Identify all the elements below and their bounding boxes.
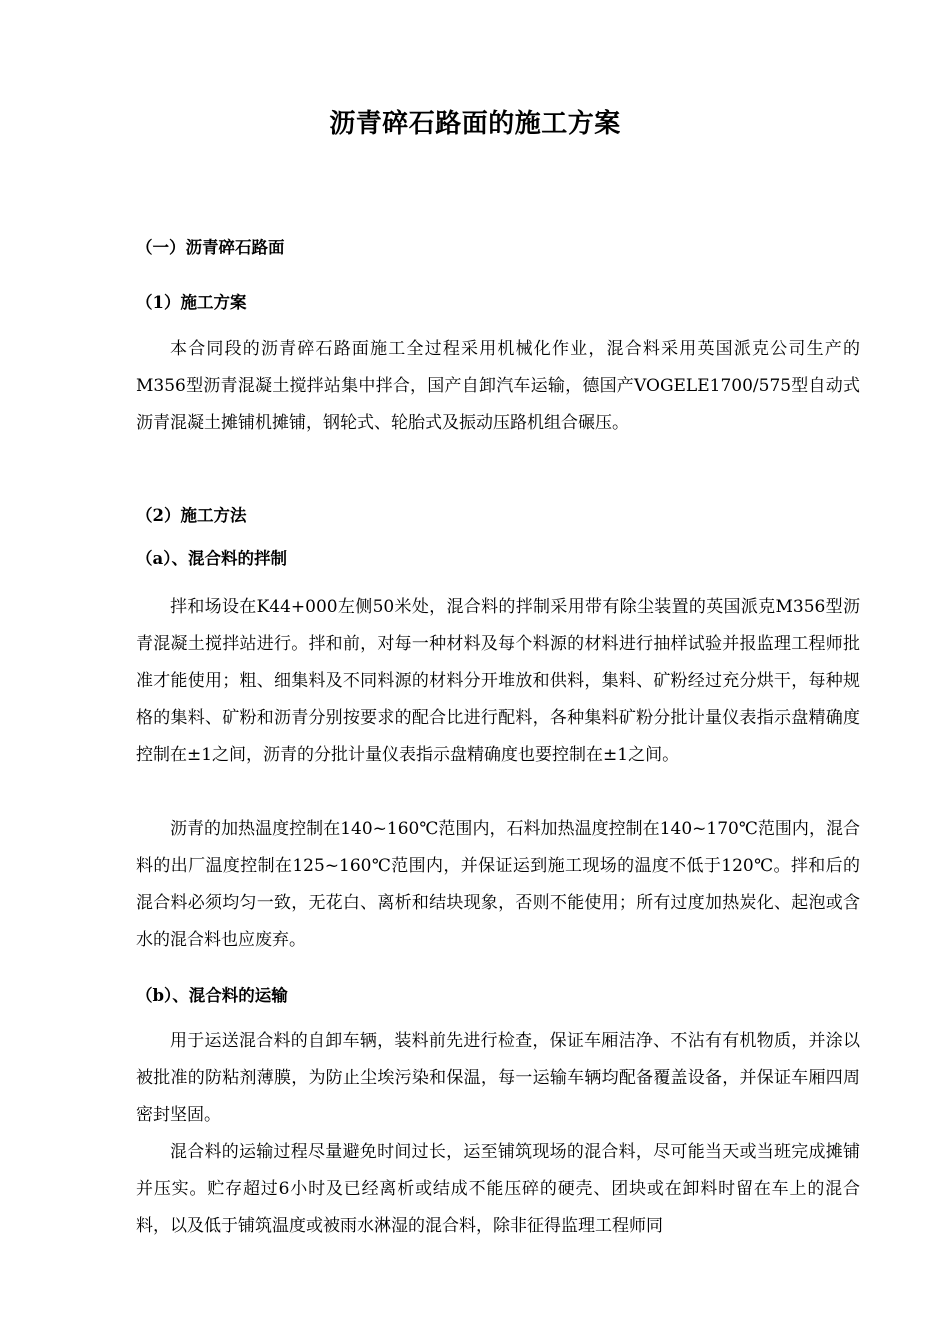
paragraph-temperature-control: 沥青的加热温度控制在140~160℃范围内，石料加热温度控制在140~170℃范围内，混合料的出厂温度控制在125~160℃范围内，并保证运到施工现场的温度不低于120℃。拌和后的混合料必须均匀一致，无花白、离析和结块现象，否则不能使用；所有过度加热炭化、起泡或含水的混合料也应废弃。 [136, 819, 860, 950]
paragraph-mixing-plant: 拌和场设在K44+000左侧50米处，混合料的拌制采用带有除尘装置的英国派克M356型沥青混凝土搅拌站进行。拌和前，对每一种材料及每个料源的材料进行抽样试验并报监理工程师批准才能使用；粗、细集料及不同料源的材料分开堆放和供料，集料、矿粉经过充分烘干，每种规格的集料、矿粉和沥青分别按要求的配合比进行配料，各种集料矿粉分批计量仪表指示盘精确度控制在±1之间，沥青的分批计量仪表指示盘精确度也要控制在±1之间。 [136, 597, 860, 765]
document-title: 沥青碎石路面的施工方案 [329, 109, 621, 139]
subsection-heading-construction-method: （2）施工方法 [136, 506, 247, 525]
paragraph-construction-plan: 本合同段的沥青碎石路面施工全过程采用机械化作业，混合料采用英国派克公司生产的M356型沥青混凝土搅拌站集中拌合，国产自卸汽车运输，德国产VOGELE1700/575型自动式沥青混凝土摊铺机摊铺，钢轮式、轮胎式及振动压路机组合碾压。 [136, 339, 860, 433]
subsection-heading-construction-plan: （1）施工方案 [136, 293, 247, 312]
section-heading-asphalt-pavement: （一）沥青碎石路面 [136, 238, 285, 257]
paragraph-transport-time: 混合料的运输过程尽量避免时间过长，运至铺筑现场的混合料，尽可能当天或当班完成摊铺并压实。贮存超过6小时及已经离析或结成不能压碎的硬壳、团块或在卸料时留在车上的混合料，以及低于铺筑温度或被雨水淋湿的混合料，除非征得监理工程师同 [136, 1142, 860, 1236]
subsection-heading-mixing: （a）、混合料的拌制 [136, 549, 287, 568]
paragraph-transport-vehicles: 用于运送混合料的自卸车辆，装料前先进行检查，保证车厢洁净、不沾有有机物质，并涂以被批准的防粘剂薄膜，为防止尘埃污染和保温，每一运输车辆均配备覆盖设备，并保证车厢四周密封坚固。 [136, 1031, 860, 1125]
subsection-heading-transport: （b）、混合料的运输 [136, 986, 288, 1005]
